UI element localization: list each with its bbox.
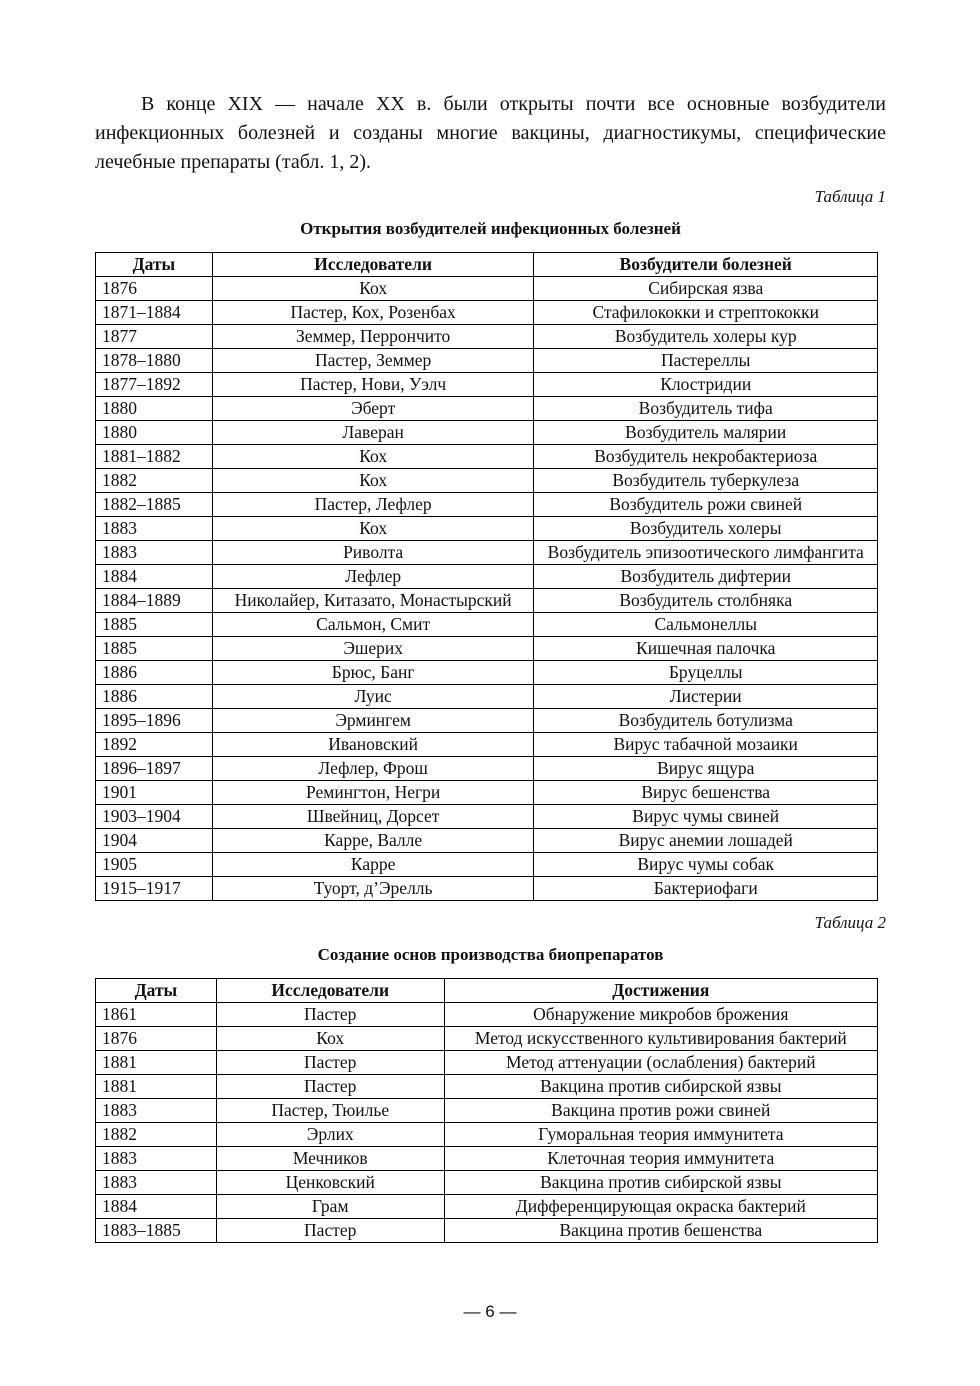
researchers-cell: Карре <box>212 853 534 877</box>
table-row <box>96 325 878 349</box>
researchers-cell: Пастер, Лефлер <box>212 493 534 517</box>
date-cell: 1877–1892 <box>96 373 213 397</box>
table-row <box>96 805 878 829</box>
date-cell: 1877 <box>96 325 213 349</box>
researchers-cell: Пастер <box>216 1051 444 1075</box>
date-cell: 1882 <box>96 469 213 493</box>
date-cell: 1895–1896 <box>96 709 213 733</box>
researchers-cell: Пастер, Земмер <box>212 349 534 373</box>
result-cell: Вакцина против сибирской язвы <box>444 1075 877 1099</box>
researchers-cell: Ивановский <box>212 733 534 757</box>
researchers-cell: Риволта <box>212 541 534 565</box>
date-cell: 1880 <box>96 397 213 421</box>
date-cell: 1878–1880 <box>96 349 213 373</box>
table-row <box>96 1003 878 1027</box>
table-row <box>96 517 878 541</box>
table-row <box>96 1027 878 1051</box>
result-cell: Возбудитель эпизоотического лимфангита <box>534 541 878 565</box>
date-cell: 1881 <box>96 1051 217 1075</box>
researchers-cell: Пастер, Нови, Уэлч <box>212 373 534 397</box>
result-cell: Бактериофаги <box>534 877 878 901</box>
result-cell: Сибирская язва <box>534 277 878 301</box>
result-cell: Возбудитель столбняка <box>534 589 878 613</box>
researchers-cell: Туорт, д’Эрелль <box>212 877 534 901</box>
table-row <box>96 301 878 325</box>
date-cell: 1871–1884 <box>96 301 213 325</box>
researchers-cell: Пастер <box>216 1219 444 1243</box>
researchers-cell: Кох <box>212 517 534 541</box>
result-cell: Обнаружение микробов брожения <box>444 1003 877 1027</box>
result-cell: Возбудитель тифа <box>534 397 878 421</box>
researchers-cell: Карре, Валле <box>212 829 534 853</box>
researchers-cell: Брюс, Банг <box>212 661 534 685</box>
researchers-cell: Мечников <box>216 1147 444 1171</box>
researchers-cell: Лефлер, Фрош <box>212 757 534 781</box>
result-cell: Возбудитель холеры <box>534 517 878 541</box>
researchers-cell: Эшерих <box>212 637 534 661</box>
header-pathogens: Возбудители болезней <box>534 253 878 277</box>
header-researchers: Исследователи <box>216 979 444 1003</box>
table2-label: Таблица 2 <box>814 913 886 932</box>
date-cell: 1892 <box>96 733 213 757</box>
table-row <box>96 661 878 685</box>
table-header-row <box>96 979 878 1003</box>
researchers-cell: Пастер, Тюильe <box>216 1099 444 1123</box>
table-row <box>96 565 878 589</box>
result-cell: Вакцина против сибирской язвы <box>444 1171 877 1195</box>
pathogens-table <box>95 252 878 901</box>
date-cell: 1876 <box>96 1027 217 1051</box>
table1-label: Таблица 1 <box>814 187 886 206</box>
result-cell: Возбудитель туберкулеза <box>534 469 878 493</box>
table-row <box>96 1099 878 1123</box>
result-cell: Вирус чумы собак <box>534 853 878 877</box>
result-cell: Вакцина против рожи свиней <box>444 1099 877 1123</box>
date-cell: 1883–1885 <box>96 1219 217 1243</box>
result-cell: Гуморальная теория иммунитета <box>444 1123 877 1147</box>
result-cell: Листерии <box>534 685 878 709</box>
researchers-cell: Кох <box>212 277 534 301</box>
table1-caption: Открытия возбудителей инфекционных болезней <box>300 219 681 238</box>
date-cell: 1883 <box>96 517 213 541</box>
result-cell: Метод искусственного культивирования бактерий <box>444 1027 877 1051</box>
header-dates: Даты <box>96 253 213 277</box>
table-row <box>96 1147 878 1171</box>
date-cell: 1881–1882 <box>96 445 213 469</box>
result-cell: Стафилококки и стрептококки <box>534 301 878 325</box>
table-row <box>96 709 878 733</box>
table-header-row <box>96 253 878 277</box>
header-achievements: Достижения <box>444 979 877 1003</box>
date-cell: 1883 <box>96 1147 217 1171</box>
result-cell: Вирус анемии лошадей <box>534 829 878 853</box>
table-row <box>96 1171 878 1195</box>
date-cell: 1882 <box>96 1123 217 1147</box>
table-row <box>96 1075 878 1099</box>
result-cell: Возбудитель рожи свиней <box>534 493 878 517</box>
researchers-cell: Лаверан <box>212 421 534 445</box>
researchers-cell: Сальмон, Смит <box>212 613 534 637</box>
table-row <box>96 469 878 493</box>
page-content <box>95 90 886 1243</box>
researchers-cell: Грам <box>216 1195 444 1219</box>
date-cell: 1882–1885 <box>96 493 213 517</box>
table-row <box>96 1123 878 1147</box>
page-number: — 6 — <box>463 1302 517 1321</box>
result-cell: Клеточная теория иммунитета <box>444 1147 877 1171</box>
date-cell: 1896–1897 <box>96 757 213 781</box>
result-cell: Дифференцирующая окраска бактерий <box>444 1195 877 1219</box>
date-cell: 1884 <box>96 1195 217 1219</box>
header-researchers: Исследователи <box>212 253 534 277</box>
date-cell: 1883 <box>96 541 213 565</box>
result-cell: Вирус табачной мозаики <box>534 733 878 757</box>
result-cell: Возбудитель дифтерии <box>534 565 878 589</box>
table-row <box>96 829 878 853</box>
researchers-cell: Кох <box>216 1027 444 1051</box>
header-dates: Даты <box>96 979 217 1003</box>
date-cell: 1886 <box>96 685 213 709</box>
researchers-cell: Ремингтон, Негри <box>212 781 534 805</box>
intro-paragraph: В конце XIX — начале XX в. были открыты почти все основные возбудители инфекционных болезней и созданы многие вакцины, диагностикумы, специфические лечебные препараты (табл. 1, 2). <box>95 93 886 173</box>
table-row <box>96 421 878 445</box>
researchers-cell: Швейниц, Дорсет <box>212 805 534 829</box>
result-cell: Вирус ящура <box>534 757 878 781</box>
table-row <box>96 1219 878 1243</box>
table-row <box>96 349 878 373</box>
date-cell: 1885 <box>96 637 213 661</box>
table-row <box>96 637 878 661</box>
table-row <box>96 397 878 421</box>
date-cell: 1903–1904 <box>96 805 213 829</box>
date-cell: 1904 <box>96 829 213 853</box>
result-cell: Метод аттенуации (ослабления) бактерий <box>444 1051 877 1075</box>
date-cell: 1884 <box>96 565 213 589</box>
date-cell: 1905 <box>96 853 213 877</box>
date-cell: 1880 <box>96 421 213 445</box>
date-cell: 1876 <box>96 277 213 301</box>
table-row <box>96 757 878 781</box>
result-cell: Сальмонеллы <box>534 613 878 637</box>
result-cell: Кишечная палочка <box>534 637 878 661</box>
date-cell: 1915–1917 <box>96 877 213 901</box>
researchers-cell: Пастер, Кох, Розенбах <box>212 301 534 325</box>
result-cell: Возбудитель ботулизма <box>534 709 878 733</box>
bioproducts-table <box>95 978 878 1243</box>
researchers-cell: Кох <box>212 469 534 493</box>
researchers-cell: Пастер <box>216 1003 444 1027</box>
date-cell: 1881 <box>96 1075 217 1099</box>
date-cell: 1884–1889 <box>96 589 213 613</box>
table-row <box>96 277 878 301</box>
result-cell: Вирус бешенства <box>534 781 878 805</box>
table-row <box>96 493 878 517</box>
researchers-cell: Эберт <box>212 397 534 421</box>
researchers-cell: Эрмингем <box>212 709 534 733</box>
table-row <box>96 1051 878 1075</box>
researchers-cell: Николайер, Китазато, Монастырский <box>212 589 534 613</box>
table-row <box>96 733 878 757</box>
researchers-cell: Эрлих <box>216 1123 444 1147</box>
table-row <box>96 853 878 877</box>
table-row <box>96 1195 878 1219</box>
table-row <box>96 589 878 613</box>
result-cell: Вирус чумы свиней <box>534 805 878 829</box>
result-cell: Пастереллы <box>534 349 878 373</box>
result-cell: Возбудитель малярии <box>534 421 878 445</box>
result-cell: Возбудитель холеры кур <box>534 325 878 349</box>
table-row <box>96 445 878 469</box>
table-row <box>96 877 878 901</box>
table-row <box>96 613 878 637</box>
date-cell: 1886 <box>96 661 213 685</box>
date-cell: 1901 <box>96 781 213 805</box>
result-cell: Вакцина против бешенства <box>444 1219 877 1243</box>
researchers-cell: Земмер, Перрончито <box>212 325 534 349</box>
table-row <box>96 685 878 709</box>
date-cell: 1883 <box>96 1099 217 1123</box>
researchers-cell: Ценковский <box>216 1171 444 1195</box>
table-row <box>96 781 878 805</box>
date-cell: 1885 <box>96 613 213 637</box>
date-cell: 1883 <box>96 1171 217 1195</box>
researchers-cell: Лефлер <box>212 565 534 589</box>
researchers-cell: Кох <box>212 445 534 469</box>
result-cell: Клостридии <box>534 373 878 397</box>
table-row <box>96 373 878 397</box>
researchers-cell: Луис <box>212 685 534 709</box>
table-row <box>96 541 878 565</box>
result-cell: Бруцеллы <box>534 661 878 685</box>
table2-caption: Создание основ производства биопрепаратов <box>317 945 664 964</box>
result-cell: Возбудитель некробактериоза <box>534 445 878 469</box>
date-cell: 1861 <box>96 1003 217 1027</box>
researchers-cell: Пастер <box>216 1075 444 1099</box>
